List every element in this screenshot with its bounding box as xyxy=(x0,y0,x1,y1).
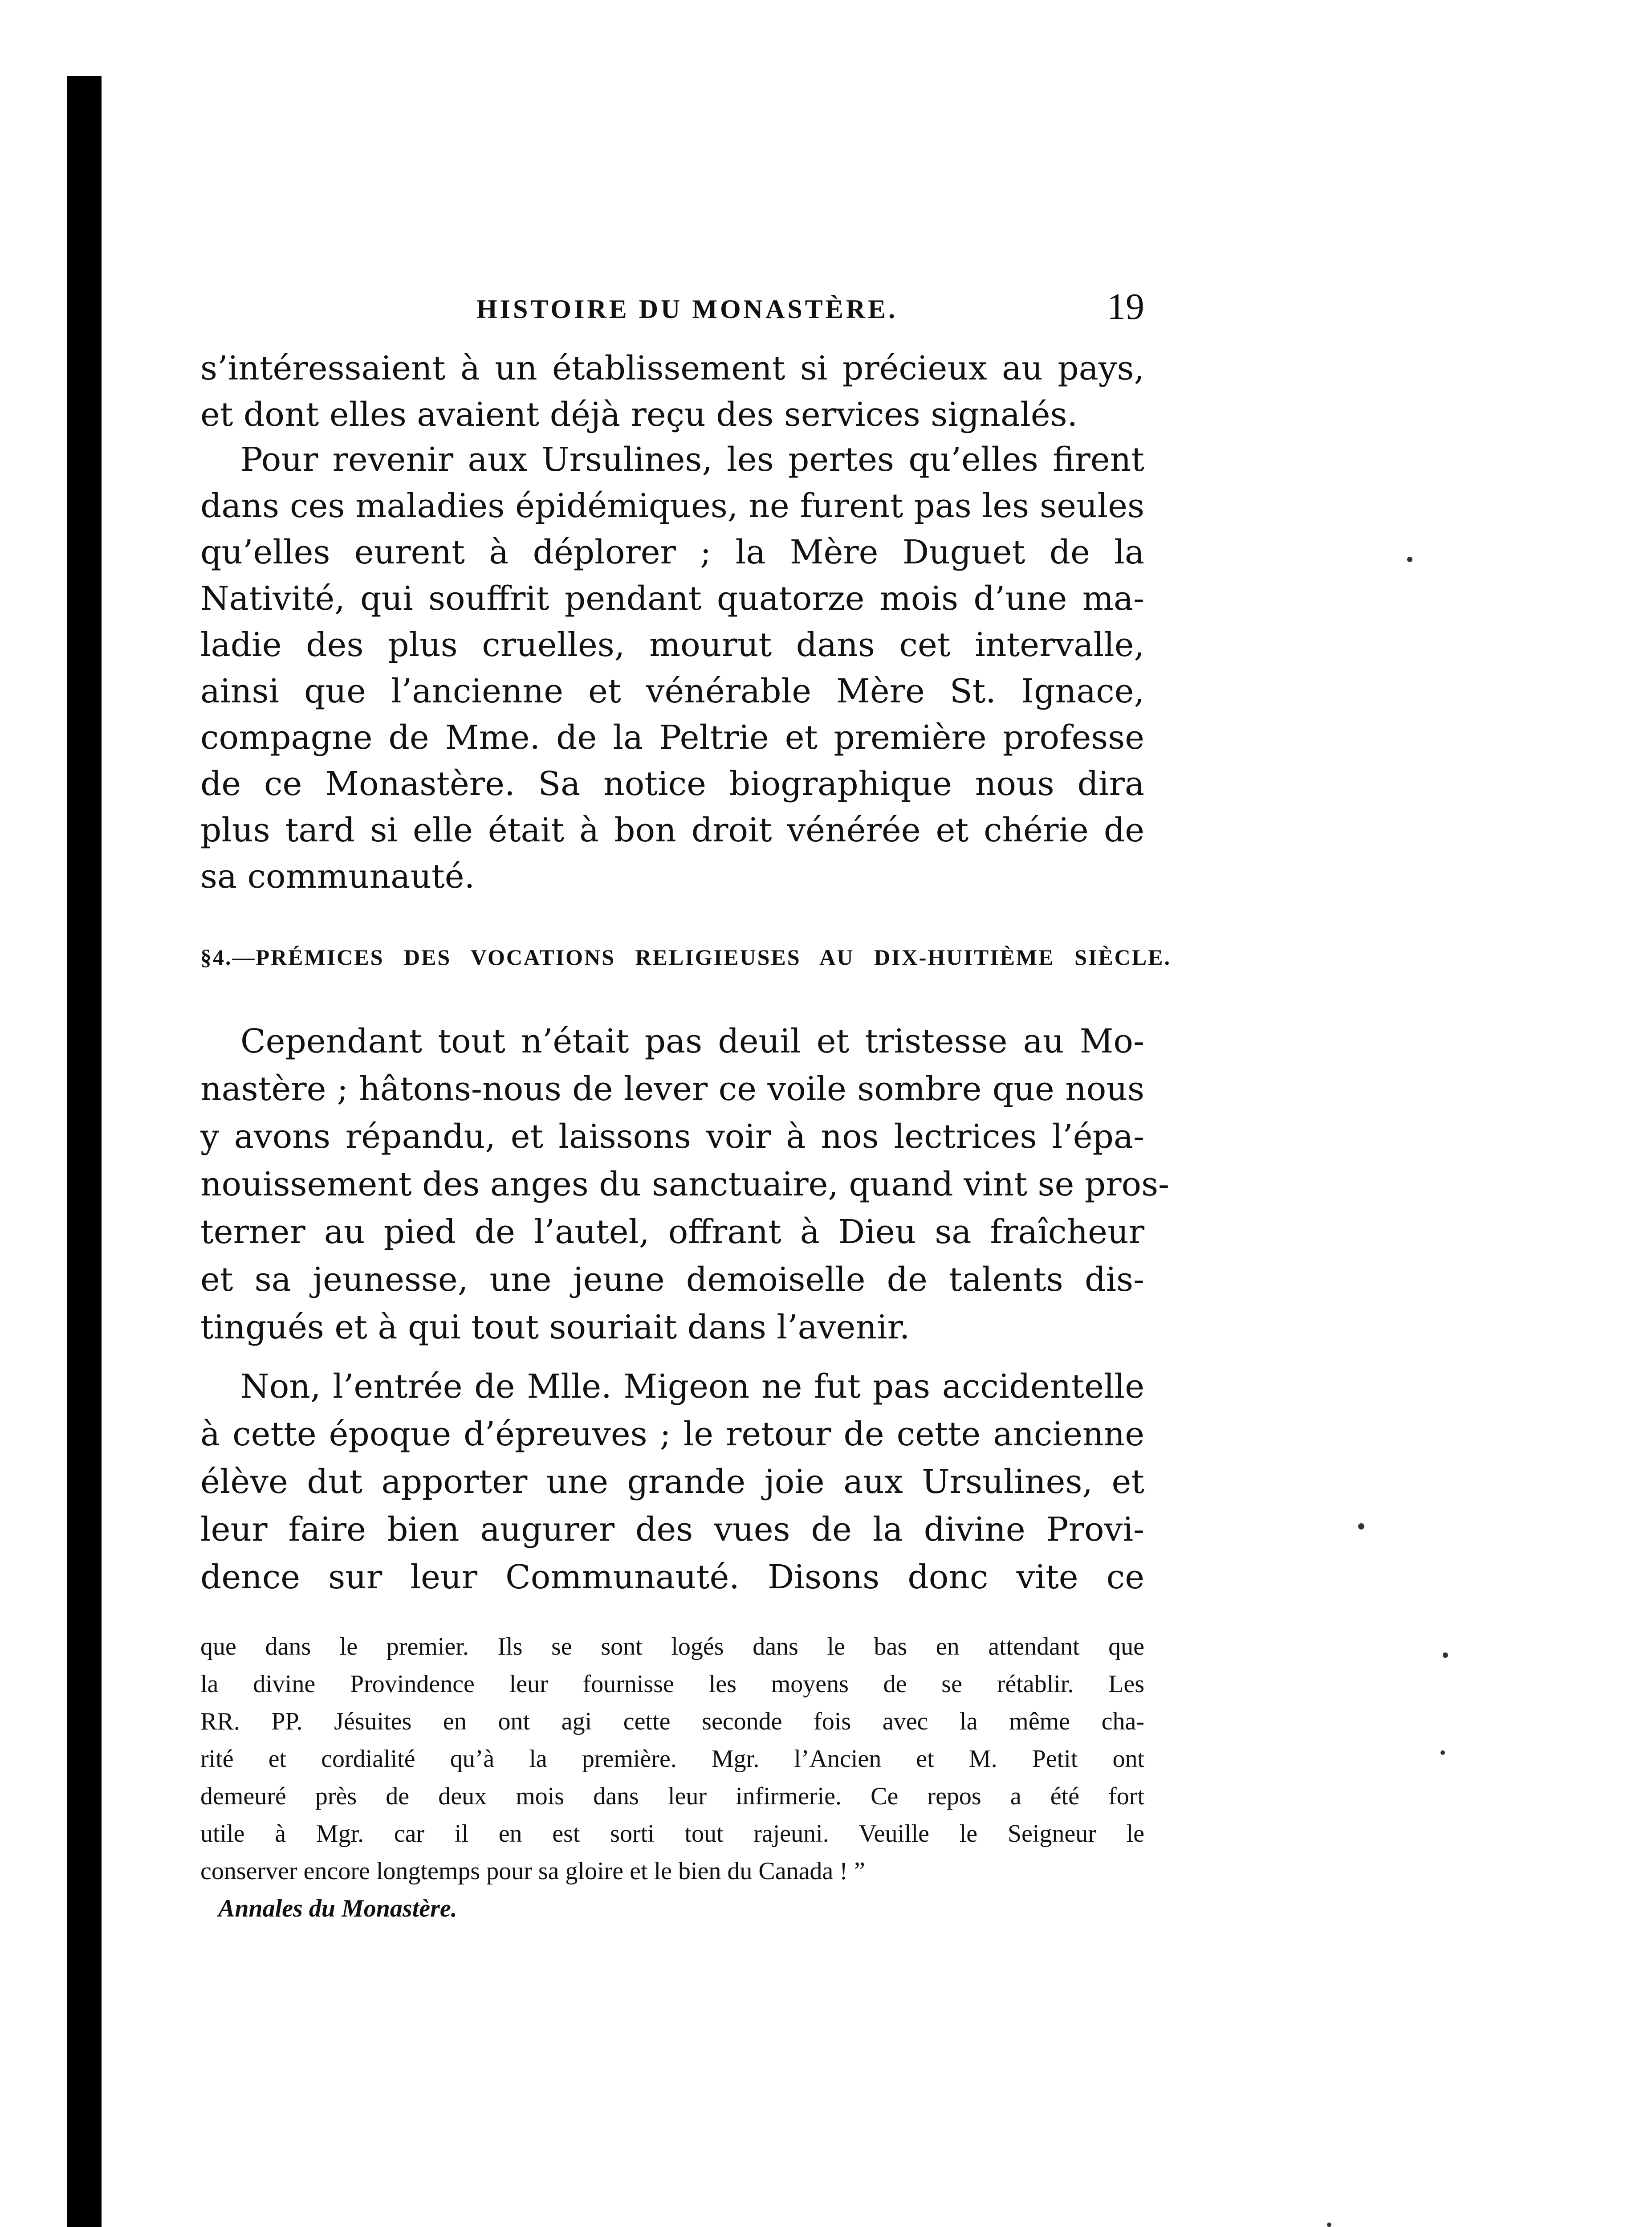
scan-speck xyxy=(1327,2223,1331,2227)
text-line: Nativité, qui souffrit pendant quatorze mois d’une ma- xyxy=(200,579,1144,618)
section-heading: §4.—PRÉMICES DES VOCATIONS RELIGIEUSES AU DIX-HUITIÈME SIÈCLE. xyxy=(200,945,1171,970)
text-line: de ce Monastère. Sa notice biographique nous dira xyxy=(200,765,1144,803)
scan-speck xyxy=(1407,557,1412,562)
running-title: HISTOIRE DU MONASTÈRE. xyxy=(476,294,898,324)
text-line: dans ces maladies épidémiques, ne furent pas les seules xyxy=(200,487,1144,525)
text-line: sa communauté. xyxy=(200,857,475,896)
paragraph-cependant xyxy=(200,1018,1170,1351)
scan-speck xyxy=(1443,1652,1448,1658)
page-binding-edge xyxy=(67,76,102,2227)
text-line: Cependant tout n’était pas deuil et tristesse au Mo- xyxy=(240,1022,1144,1060)
text-line: terner au pied de l’autel, offrant à Dieu sa fraîcheur xyxy=(200,1213,1144,1251)
scan-speck xyxy=(1358,1523,1364,1530)
page-header xyxy=(200,276,1144,330)
footnote-source: Annales du Monastère. xyxy=(218,1895,457,1922)
text-line: ladie des plus cruelles, mourut dans cet intervalle, xyxy=(200,626,1144,664)
text-line: y avons répandu, et laissons voir à nos lectrices l’épa- xyxy=(200,1118,1144,1156)
paragraph-ursulines xyxy=(200,436,1144,900)
footnote-line: rité et cordialité qu’à la première. Mgr. l’Ancien et M. Petit ont xyxy=(200,1745,1144,1773)
footnote-line: RR. PP. Jésuites en ont agi cette seconde fois avec la même cha- xyxy=(200,1708,1144,1735)
text-line: qu’elles eurent à déplorer ; la Mère Duguet de la xyxy=(200,533,1144,571)
text-line: et dont elles avaient déjà reçu des services signalés. xyxy=(200,396,1078,434)
text-line: dence sur leur Communauté. Disons donc vite ce xyxy=(200,1558,1144,1596)
paragraph-continued xyxy=(200,345,1144,438)
text-line: Pour revenir aux Ursulines, les pertes qu’elles firent xyxy=(240,441,1144,479)
text-line: tingués et à qui tout souriait dans l’avenir. xyxy=(200,1308,910,1346)
text-line: nouissement des anges du sanctuaire, quand vint se pros- xyxy=(200,1165,1170,1203)
footnote-line: conserver encore longtemps pour sa gloire et le bien du Canada ! ” xyxy=(200,1857,865,1885)
text-line: Non, l’entrée de Mlle. Migeon ne fut pas accidentelle xyxy=(240,1367,1144,1406)
footnote xyxy=(200,1628,1144,1927)
footnote-line: la divine Provindence leur fournisse les moyens de se rétablir. Les xyxy=(200,1670,1144,1698)
text-line: leur faire bien augurer des vues de la divine Provi- xyxy=(200,1510,1144,1549)
text-line: ainsi que l’ancienne et vénérable Mère St. Ignace, xyxy=(200,672,1144,710)
text-line: à cette époque d’épreuves ; le retour de cette ancienne xyxy=(200,1415,1144,1453)
footnote-line: que dans le premier. Ils se sont logés dans le bas en attendant que xyxy=(200,1633,1144,1660)
scan-speck xyxy=(1440,1750,1445,1755)
text-line: plus tard si elle était à bon droit vénérée et chérie de xyxy=(200,811,1144,849)
text-line: s’intéressaient à un établissement si précieux au pays, xyxy=(200,349,1144,387)
page-number: 19 xyxy=(1107,286,1144,327)
text-line: compagne de Mme. de la Peltrie et première professe xyxy=(200,718,1144,757)
paragraph-migeon xyxy=(200,1363,1144,1601)
text-line: et sa jeunesse, une jeune demoiselle de talents dis- xyxy=(200,1260,1144,1299)
text-line: élève dut apporter une grande joie aux Ursulines, et xyxy=(200,1463,1144,1501)
footnote-line: utile à Mgr. car il en est sorti tout rajeuni. Veuille le Seigneur le xyxy=(200,1820,1144,1848)
footnote-line: demeuré près de deux mois dans leur infirmerie. Ce repos a été fort xyxy=(200,1782,1144,1810)
text-line: nastère ; hâtons-nous de lever ce voile sombre que nous xyxy=(200,1070,1144,1108)
